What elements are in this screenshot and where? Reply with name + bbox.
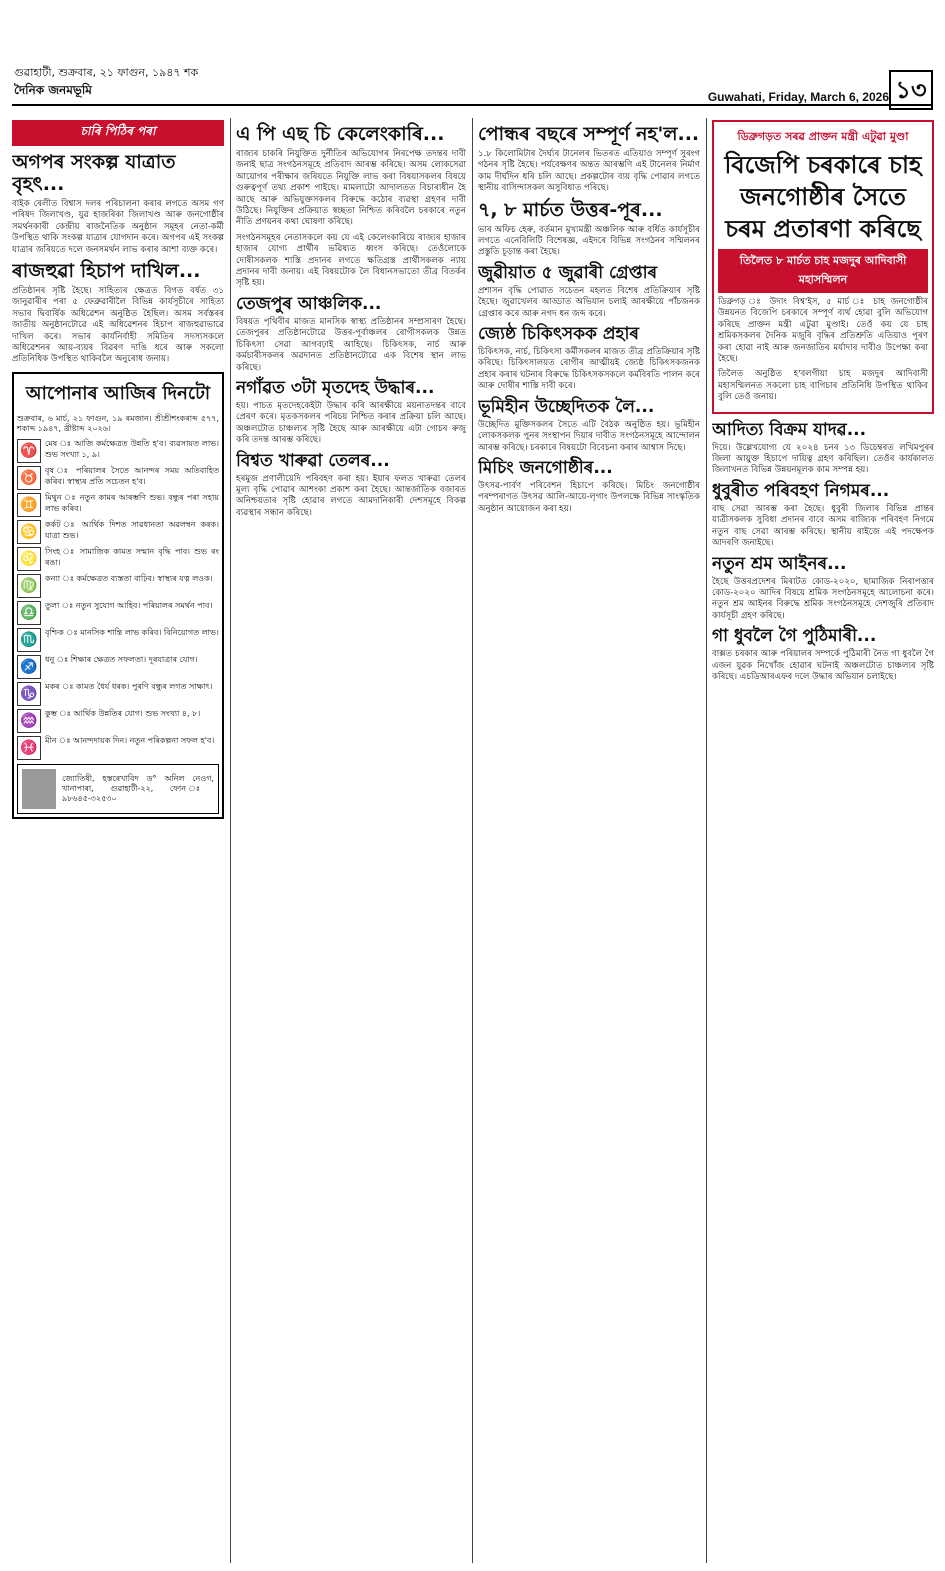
- header-date-english: Guwahati, Friday, March 6, 2026: [707, 90, 889, 104]
- zodiac-icon: ♐: [17, 655, 41, 679]
- astrologer-box: [17, 764, 219, 814]
- zodiac-row: [17, 574, 219, 598]
- article-tunnel: ১.৮ কিলোমিটাৰ দৈৰ্ঘ্যৰ টানেলৰ ভিতৰত এতিয়াও সম্পূৰ্ণ সুৰংগ গঠনৰ সৃষ্টি হৈছে। পৰ্যবেক্ষণৰ অন্তত আৰম্ভণি এই টানেলৰ নিৰ্মাণ কাম দীৰ্ঘদিন ধৰি চলি আছে। প্ৰকল্পটোৰ ব্যয় বৃদ্ধি পোৱাৰ লগতে স্থানীয় বাসিন্দাসকল অসুবিধাত পৰিছে।: [478, 149, 700, 194]
- headline-northeast: ৭, ৮ মাৰ্চত উত্তৰ-পূৰ...: [478, 198, 663, 221]
- zodiac-row: [17, 655, 219, 679]
- column-3: [478, 120, 700, 1560]
- zodiac-icon: ♋: [17, 520, 41, 544]
- article-public-account: প্ৰতিষ্ঠানৰ সৃষ্টি হৈছে। সাহিত্যৰ ক্ষেত্ৰত বিগত বৰ্ষত ৩১ জানুৱাৰীৰ পৰা ৫ ফেব্ৰুৱাৰীলৈ বিভিন্ন কাৰ্যসূচীৰে সাহিত্য সভাৰ দ্বিবাৰ্ষিক অধিৱেশন অনুষ্ঠিত হৈছিল। অসম সৰ্বস্তৰৰ জাতীয় অনুষ্ঠানটোৱে এই অধিৱেশনৰ হিচাপ ৰাজহুৱাভাৱে দাখিল কৰে। সভাৰ কাৰ্যনিৰ্বাহী সমিতিৰ সদস্যসকলে অধিৱেশনৰ আয়-ব্যয়ৰ বিৱৰণ দাঙি ধৰে আৰু সকলো প্ৰতিনিধিক উপস্থিত থাকিবলৈ অনুৰোধ জনায়।: [12, 286, 224, 365]
- header-brand: দৈনিক জনমভূমি: [14, 83, 92, 97]
- zodiac-icon: ♏: [17, 628, 41, 652]
- article-aditya: দিয়ে। উল্লেখযোগ্য যে ২০২৪ চনৰ ১৩ ডিচেম্বৰত লখিমপুৰৰ জিলা আয়ুক্ত হিচাপে দায়িত্ব গ্ৰহণ কৰিছিল। তেওঁৰ কাৰ্যকালত জিলাখনত বিভিন্ন উন্নয়নমূলক কাম সম্পন্ন হয়।: [712, 442, 934, 476]
- zodiac-text: মকৰ ঃ কামত ধৈৰ্য ধৰক। পুৰণি বন্ধুৰ লগত সাক্ষাৎ।: [45, 682, 213, 692]
- zodiac-row: [17, 682, 219, 706]
- column-2: [236, 120, 466, 1560]
- column-4: [712, 120, 934, 1560]
- column-divider: [230, 118, 231, 1563]
- headline-nagaon: নগাঁৱত ৩টা মৃতদেহ উদ্ধাৰ...: [236, 377, 435, 398]
- astrologer-info: জ্যোতিষী, হস্তৰেখাবিদ ড° অনিল নেওগ, খানাপাৰা, গুৱাহাটী-২২, ফোন ঃ ৯৮৬৪৫-৩২৫৩০: [62, 774, 214, 804]
- zodiac-text: কৰ্কট ঃ আৰ্থিক দিশত সাৱধানতা অৱলম্বন কৰক। যাত্ৰা শুভ।: [45, 520, 219, 540]
- column-divider: [706, 118, 707, 1563]
- zodiac-icon: ♍: [17, 574, 41, 598]
- zodiac-row: [17, 520, 219, 544]
- article-doctor: চিকিৎসক, নাৰ্চ, চিকিৎসা কৰ্মীসকলৰ মাজত তীব্ৰ প্ৰতিক্ৰিয়াৰ সৃষ্টি কৰিছে। চিকিৎসালয়ত ৰোগীৰ আত্মীয়ই জ্যেষ্ঠ চিকিৎসকজনক প্ৰহাৰ কৰাৰ ঘটনাৰ বিৰুদ্ধে চিকিৎসকসকলে কৰ্মবিৰতি পালন কৰে আৰু দোষীৰ শাস্তি দাবী কৰে।: [478, 347, 700, 392]
- article-gamblers: প্ৰশাসন বৃদ্ধি পোৱাত সচেতন মহলত বিশেষ প্ৰতিক্ৰিয়াৰ সৃষ্টি হৈছে। জুৱাখেলৰ আড্ডাত অভিযান চলাই আৰক্ষীয়ে পাঁচজনক গ্ৰেপ্তাৰ কৰে আৰু নগদ ধন জব্দ কৰে।: [478, 285, 700, 319]
- zodiac-text: কুম্ভ ঃ আৰ্থিক উন্নতিৰ যোগ। শুভ সংখ্যা ৪, ৮।: [45, 709, 201, 719]
- zodiac-icon: ♎: [17, 601, 41, 625]
- zodiac-row: [17, 466, 219, 490]
- column-1: [12, 120, 224, 1560]
- zodiac-icon: ♒: [17, 709, 41, 733]
- article-labour-law: হৈছে উত্তৰপ্ৰদেশৰ মিৰাটত কোড-২০২০, ছামাজিক নিৰাপত্তাৰ কোড-২০২০ আদিৰ বিষয়ে শ্ৰমিক সংগঠনসমূহে আলোচনা কৰে। নতুন শ্ৰম আইনৰ বিৰুদ্ধে শ্ৰমিক সংগঠনসমূহে দেশজুৰি প্ৰতিবাদ কাৰ্যসূচী গ্ৰহণ কৰিছে।: [712, 576, 934, 621]
- zodiac-row: [17, 709, 219, 733]
- lead-kicker: ডিব্ৰুগড়ত সৰৱ প্ৰাক্তন মন্ত্ৰী এটুৱা মুণ্ডা: [737, 130, 909, 143]
- page-number: ১৩: [889, 70, 933, 110]
- zodiac-icon: ♉: [17, 466, 41, 490]
- headline-agp: অগপৰ সংকল্প যাত্ৰাত বৃহৎ...: [12, 151, 176, 195]
- astrologer-photo: [22, 769, 56, 809]
- headline-doctor: জ্যেষ্ঠ চিকিৎসকক প্ৰহাৰ: [478, 324, 639, 345]
- headline-public-account: ৰাজহুৱা হিচাপ দাখিল...: [12, 260, 201, 283]
- zodiac-text: তুলা ঃ নতুন সুযোগ আহিব। পৰিয়ালৰ সমৰ্থন পাব।: [45, 601, 213, 611]
- article-dhubri: বাছ সেৱা আৰম্ভ কৰা হৈছে। ধুবুৰী জিলাৰ বিভিন্ন প্ৰান্তৰ যাত্ৰীসকলক সুবিধা প্ৰদানৰ বাবে অসম ৰাজ্যিক পৰিবহণ নিগমে নতুন বাছ সেৱা আৰম্ভ কৰিছে। স্থানীয় ৰাইজে এই পদক্ষেপক আদৰণি জনাইছে।: [712, 503, 934, 549]
- article-apsc-2: সংগঠনসমূহৰ নেতাসকলে কয় যে এই কেলেংকাৰিয়ে ৰাজ্যৰ হাজাৰ হাজাৰ যোগ্য প্ৰাৰ্থীৰ ভৱিষ্যত ধ্বংস কৰিছে। তেওঁলোকে দোষীসকলক শাস্তি প্ৰদানৰ লগতে ক্ষতিগ্ৰস্ত প্ৰাৰ্থীসকলক ন্যায় প্ৰদানৰ দাবী জনায়। এই বিষয়টোক লৈ বিধানসভাতো তীব্ৰ বিতৰ্কৰ সৃষ্টি হয়।: [236, 232, 466, 289]
- article-apsc-1: ৰাজ্যৰ চাকৰি নিযুক্তিত দুৰ্নীতিৰ অভিযোগৰ নিৰপেক্ষ তদন্তৰ দাবী জনাই ছাত্ৰ সংগঠনসমূহে প্ৰতিবাদ আৰম্ভ কৰিছে। অসম লোকসেৱা আয়োগৰ পৰীক্ষাৰ জৰিয়তে নিযুক্তি লাভ কৰা বিষয়াসকলৰ বিষয়ে গুৰুত্বপূৰ্ণ তথ্য প্ৰকাশ পাইছে। মামলাটো আদালতত বিচাৰাধীন হৈ আছে আৰু অভিযুক্তসকলৰ বিৰুদ্ধে কঠোৰ ব্যৱস্থা গ্ৰহণৰ দাবী উঠিছে। নিযুক্তিৰ প্ৰক্ৰিয়াত স্বচ্ছতা নিশ্চিত কৰিবলৈ চৰকাৰে নতুন নীতি প্ৰণয়নৰ কথা ঘোষণা কৰিছে।: [236, 149, 466, 228]
- article-nagaon: হয়। পাচত মৃতদেহকেইটা উদ্ধাৰ কৰি আৰক্ষীয়ে ময়নাতদন্তৰ বাবে প্ৰেৰণ কৰে। মৃতকসকলৰ পৰিচয় নিশ্চিত কৰাৰ প্ৰক্ৰিয়া চলি আছে। অঞ্চলটোত চাঞ্চল্যৰ সৃষ্টি হৈছে আৰু আৰক্ষীয়ে এটা গোচৰ ৰুজু কৰি তদন্ত আৰম্ভ কৰিছে।: [236, 400, 466, 446]
- headline-tezpur: তেজপুৰ আঞ্চলিক...: [236, 293, 382, 314]
- horoscope-intro: শুক্ৰবাৰ, ৬ মাৰ্চ, ২১ ফাগুন, ১৯ ৰমজান। শ্ৰীশ্ৰীশংকৰাব্দ ৫৭৭, শকাব্দ ১৯৪৭, খ্ৰীষ্টাব্দ ২০২৬।: [17, 413, 219, 434]
- lead-article-1: ডিব্ৰুগড় ঃ উদাং বিশ্ব'ইস, ৫ মাৰ্চ ঃ চাহ জনগোষ্ঠীৰ উন্নয়নত বিজেপি চৰকাৰে সম্পূৰ্ণ ব্যৰ্থ হোৱা বুলি অভিযোগ কৰিছে প্ৰাক্তন মন্ত্ৰী এটুৱা মুণ্ডাই। তেওঁ কয় যে চাহ শ্ৰমিকসকলৰ দৈনিক মজুৰি বৃদ্ধিৰ প্ৰতিশ্ৰুতি এতিয়াও পূৰণ কৰা হোৱা নাই আৰু জনজাতিৰ মৰ্যাদাৰ দাবীও উপেক্ষা কৰা হৈছে।: [718, 297, 928, 365]
- horoscope-title: আপোনাৰ আজিৰ দিনটো: [25, 382, 211, 404]
- headline-landless: ভূমিহীন উচ্ছেদিতক লৈ...: [478, 396, 655, 417]
- section-banner: চাৰি পিঠিৰ পৰা: [12, 120, 224, 146]
- zodiac-text: বৃষ ঃ পৰিয়ালৰ সৈতে আনন্দৰ সময় অতিবাহিত কৰিব। স্বাস্থ্যৰ প্ৰতি সচেতন হ'ব।: [45, 466, 219, 486]
- headline-tunnel: পোন্ধৰ বছৰে সম্পূৰ্ণ নহ'ল...: [478, 123, 700, 145]
- article-mising: উৎসৱ-পাৰ্বণ পৰিবেশন হিচাপে কৰিছে। মিচিং জনগোষ্ঠীৰ পৰম্পৰাগত উৎসৱ আলি-আয়ে-লৃগাং উপলক্ষে বিভিন্ন সাংস্কৃতিক অনুষ্ঠান আয়োজন কৰা হয়।: [478, 480, 700, 514]
- zodiac-text: মিথুন ঃ নতুন কামৰ আৰম্ভণি শুভ। বন্ধুৰ পৰা সহায় লাভ কৰিব।: [45, 493, 219, 513]
- zodiac-row: [17, 493, 219, 517]
- zodiac-text: মীন ঃ আনন্দদায়ক দিন। নতুন পৰিকল্পনা সফল হ'ব।: [45, 736, 215, 746]
- lead-subheadline: তিলৈত ৮ মাৰ্চত চাহ মজদুৰ আদিবাসী মহাসম্মিলন: [718, 249, 928, 293]
- horoscope-box: [12, 372, 224, 819]
- headline-gamblers: জুৱীয়াত ৫ জুৱাৰী গ্ৰেপ্তাৰ: [478, 262, 658, 283]
- zodiac-icon: ♈: [17, 439, 41, 463]
- headline-labour-law: নতুন শ্ৰম আইনৰ...: [712, 553, 847, 574]
- zodiac-icon: ♓: [17, 736, 41, 760]
- zodiac-text: কন্যা ঃ কৰ্মক্ষেত্ৰত ব্যস্ততা বাঢ়িব। স্বাস্থ্যৰ যত্ন লওক।: [45, 574, 213, 584]
- article-tezpur: বিষয়ত পৃথিবীৰ মাজত মানসিক স্বাস্থ্য প্ৰতিষ্ঠানৰ সম্প্ৰসাৰণ হৈছে। তেজপুৰৰ প্ৰতিষ্ঠানটোৱে উত্তৰ-পূৰ্বাঞ্চলৰ ৰোগীসকলক উন্নত চিকিৎসা সেৱা আগবঢ়াই আহিছে। চিকিৎসক, নাৰ্চ আৰু কৰ্মচাৰীসকলৰ অৱদানত প্ৰতিষ্ঠানটোৱে এক বিশেষ স্থান লাভ কৰিছে।: [236, 316, 466, 373]
- zodiac-icon: ♑: [17, 682, 41, 706]
- zodiac-row: [17, 628, 219, 652]
- header-rule: [12, 104, 932, 106]
- column-divider: [472, 118, 473, 1563]
- zodiac-list: [17, 439, 219, 760]
- article-puthimari: বাক্সত চৰকাৰ আৰু পৰিয়ালৰ সম্পৰ্কে পুঠিমাৰী নৈত গা ধুবলৈ গৈ এজন যুৱক নিখোঁজ হোৱাৰ ঘটনাই অঞ্চলটোত চাঞ্চল্যৰ সৃষ্টি কৰিছে। এচডিআৰএফৰ দলে উদ্ধাৰ অভিযান চলাইছে।: [712, 649, 934, 682]
- zodiac-text: বৃশ্চিক ঃ মানসিক শান্তি লাভ কৰিব। বিনিয়োগত লাভ।: [45, 628, 219, 638]
- zodiac-row: [17, 439, 219, 463]
- zodiac-text: সিংহ ঃ সামাজিক কামত সন্মান বৃদ্ধি পাব। শুভ ৰং ৰঙা।: [45, 547, 219, 567]
- article-agp: বাইক ৰেলীত বিশ্বাস দলৰ পৰিচালনা কৰাৰ লগতে অসম গণ পৰিষদ জিলাখণ্ড, যুৱ হাজৰিকা জিলাখণ্ড আৰু জনগোষ্ঠীৰ সমৰ্থনকাৰী কেন্দ্ৰীয় ৰাজনৈতিক অনুষ্ঠান সমূহৰ নেতা-কৰ্মী উপস্থিত থাকি সংকল্প যাত্ৰাৰ যোগদান কৰে। অগপৰ এই সংকল্প যাত্ৰাৰ জৰিয়তে দলে জনসমৰ্থন লাভ কৰাৰ আশা ব্যক্ত কৰে।: [12, 199, 224, 255]
- headline-aditya: আদিত্য বিক্ৰম যাদৱ...: [712, 419, 867, 440]
- headline-apsc: এ পি এছ চি কেলেংকাৰি...: [236, 123, 445, 145]
- headline-crude-oil: বিশ্বত খাৰুৱা তেলৰ...: [236, 450, 390, 471]
- lead-headline: বিজেপি চৰকাৰে চাহ জনগোষ্ঠীৰ সৈতে চৰম প্ৰতাৰণা কৰিছে: [724, 151, 922, 243]
- headline-mising: মিচিং জনগোষ্ঠীৰ...: [478, 457, 613, 478]
- zodiac-row: [17, 547, 219, 571]
- article-crude-oil: হৰমুজ প্ৰণালীয়েদি পৰিবহণ কৰা হয়। ইয়াৰ ফলত খাৰুৱা তেলৰ মূল্য বৃদ্ধি পোৱাৰ আশংকা প্ৰকাশ কৰা হৈছে। আন্তৰ্জাতিক বজাৰত অনিশ্চয়তাৰ সৃষ্টি হোৱাৰ লগতে আমদানিকাৰী দেশসমূহে বিকল্প ব্যৱস্থাৰ সন্ধান কৰিছে।: [236, 473, 466, 518]
- article-landless: উচ্ছেদিত মুক্তিসকলৰ সৈতে এটি বৈঠক অনুষ্ঠিত হয়। ভূমিহীন লোকসকলক পুনৰ সংস্থাপন দিয়াৰ দাবীত সংগঠনসমূহে আন্দোলন আৰম্ভ কৰিছে। চৰকাৰে বিষয়টো বিবেচনা কৰাৰ আশ্বাস দিছে।: [478, 419, 700, 453]
- headline-puthimari: গা ধুবলৈ গৈ পুঠিমাৰী...: [712, 626, 877, 647]
- lead-story-box: [712, 120, 934, 414]
- zodiac-row: [17, 601, 219, 625]
- zodiac-icon: ♊: [17, 493, 41, 517]
- zodiac-text: ধনু ঃ শিক্ষাৰ ক্ষেত্ৰত সফলতা। দূৰযাত্ৰাৰ যোগ।: [45, 655, 198, 665]
- zodiac-row: [17, 736, 219, 760]
- article-northeast: ভাৰ অফিচ হেৰু, বৰ্তমান মুখ্যমন্ত্ৰী অঞ্চলিক আৰু বৰ্ধিত কাৰ্যসূচীৰ লগতে এনেবিলিটি বিশেষজ্ঞ, এইদৰে বিভিন্ন সংগঠনৰ সম্মিলনৰ প্ৰস্তুতি চূড়ান্ত কৰা হৈছে।: [478, 224, 700, 258]
- lead-article-2: তিলৈত অনুষ্ঠিত হ'বলগীয়া চাহ মজদুৰ আদিবাসী মহাসম্মিলনত সকলো চাহ বাগিচাৰ প্ৰতিনিধি উপস্থিত থাকিব বুলি তেওঁ জনায়।: [718, 369, 928, 403]
- zodiac-icon: ♌: [17, 547, 41, 571]
- header-date-assamese: গুৱাহাটী, শুক্ৰবাৰ, ২১ ফাগুন, ১৯৪৭ শক: [14, 66, 199, 79]
- headline-dhubri: ধুবুৰীত পৰিবহণ নিগমৰ...: [712, 480, 890, 501]
- zodiac-text: মেষ ঃ আজি কৰ্মক্ষেত্ৰত উন্নতি হ'ব। ব্যৱসায়ত লাভ। শুভ সংখ্যা ১, ৯।: [45, 439, 219, 459]
